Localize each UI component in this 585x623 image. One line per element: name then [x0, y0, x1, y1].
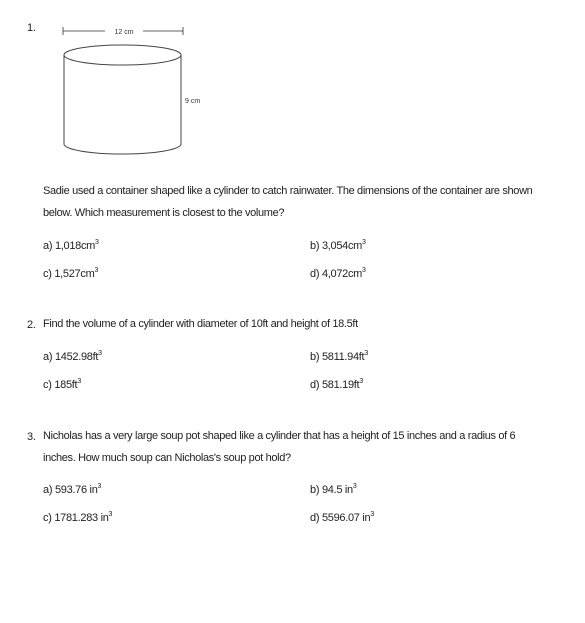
cylinder-diagram	[55, 20, 201, 165]
question-3-choice-a: a) 593.76 $in^3$	[43, 483, 102, 496]
question-3-number: 3.	[27, 431, 36, 443]
question-3-choice-b: b) 94.5 $in^3$	[310, 483, 357, 496]
question-2-text: Find the volume of a cylinder with diameter of 10ft and height of 18.5ft	[43, 318, 358, 330]
diameter-label: 12 cm	[114, 29, 134, 36]
question-3-choice-d: d) 5596.07 $in^3$	[310, 511, 374, 524]
question-1-text-line-1: Sadie used a container shaped like a cylinder to catch rainwater. The dimensions of the container are shown	[43, 185, 533, 197]
question-1-text-line-2: below. Which measurement is closest to the volume?	[43, 207, 285, 219]
question-3-text	[43, 425, 578, 469]
question-1-number: 1.	[27, 22, 36, 34]
question-3-text-line-1: Nicholas has a very large soup pot shaped like a cylinder that has a height of 15 inches and a radius of 6	[43, 430, 516, 442]
height-label: 9 cm	[185, 98, 201, 105]
question-2-choice-a: a) $1452.98ft^3$	[43, 350, 102, 363]
question-2-choice-d: d) $581.19ft^3$	[310, 378, 363, 391]
question-3-choice-c: c) 1781.283 $in^3$	[43, 511, 113, 524]
question-2-choice-b: b) $5811.94ft^3$	[310, 350, 368, 363]
question-2-number: 2.	[27, 319, 36, 331]
cylinder-bottom-arc	[64, 144, 181, 154]
question-3-text-line-2: inches. How much soup can Nicholas's soup pot hold?	[43, 452, 291, 464]
question-1-choice-d: d) $4,072cm^3$	[310, 267, 366, 280]
question-1-choice-a: a) $1,018cm^3$	[43, 239, 99, 252]
question-1-choice-b: b) $3,054cm^3$	[310, 239, 366, 252]
cylinder-top-ellipse	[64, 45, 181, 65]
question-1-text	[43, 180, 573, 224]
question-2-choice-c: c) $185ft^3$	[43, 378, 81, 391]
question-1-choice-c: c) $1,527cm^3$	[43, 267, 99, 280]
